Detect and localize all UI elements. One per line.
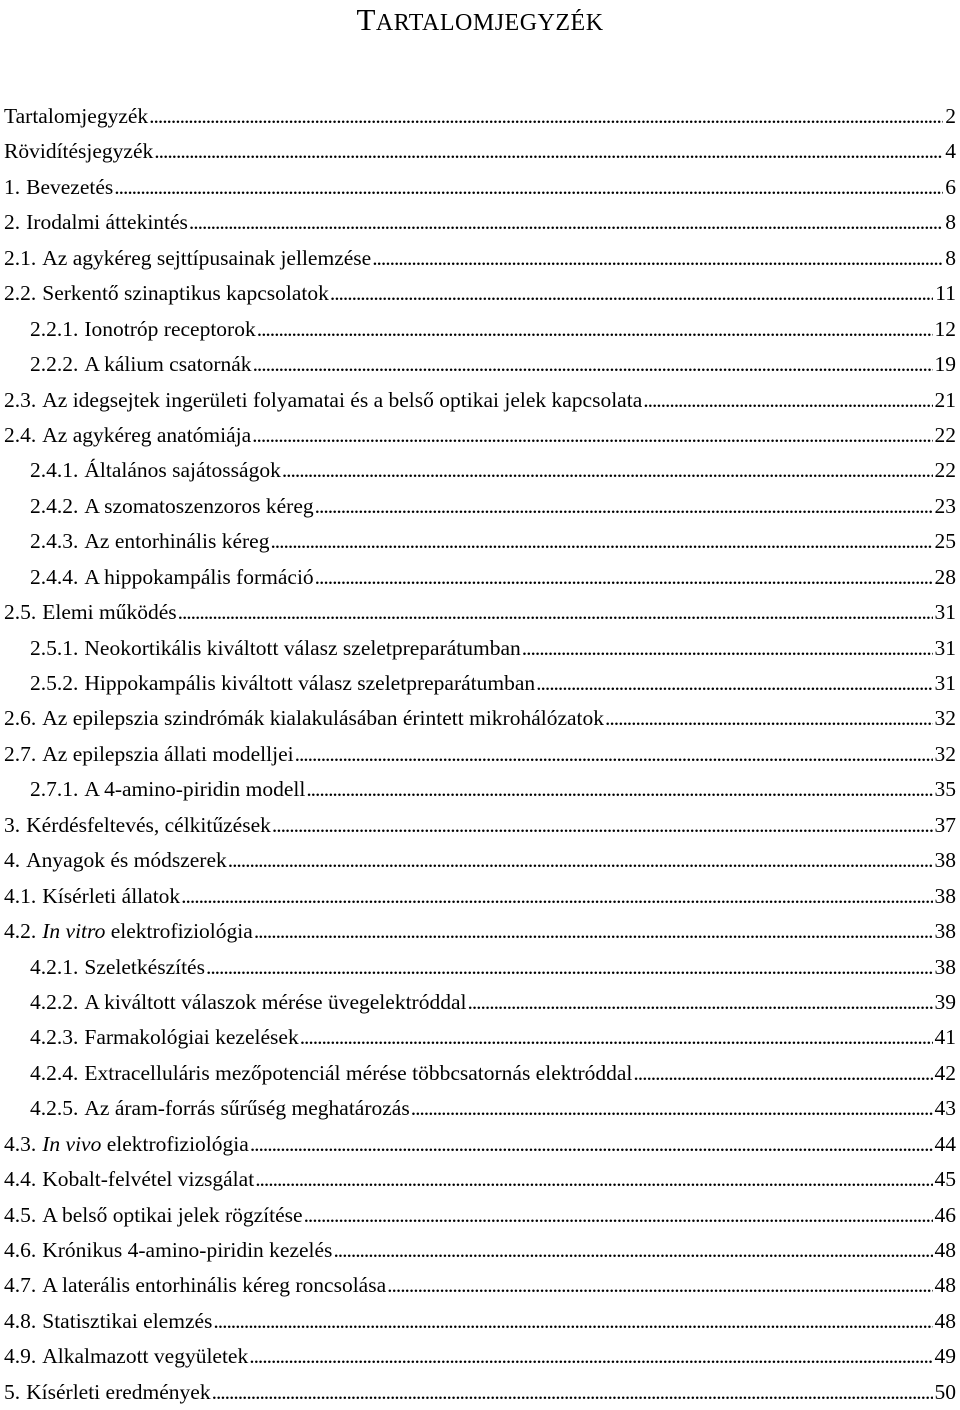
- toc-entry-title-text: Szeletkészítés: [84, 954, 205, 979]
- toc-entry-page: 35: [934, 777, 956, 802]
- toc-entry[interactable]: [4, 99, 956, 134]
- toc-entry-title-text: Irodalmi áttekintés: [26, 210, 188, 235]
- toc-entry-title-text: Farmakológiai kezelések: [84, 1025, 299, 1050]
- toc-leader-dots: [181, 879, 932, 914]
- toc-entry-number: 4.2.: [4, 919, 37, 944]
- toc-entry-title-text: Extracelluláris mezőpotenciál mérése többcsatornás elektróddal: [84, 1060, 633, 1085]
- toc-entry-number: 4.2.4.: [30, 1060, 79, 1085]
- toc-entry-page: 8: [945, 210, 956, 235]
- toc-entry-title-text: Az epilepszia állati modelljei: [42, 741, 294, 766]
- toc-leader-dots: [206, 950, 933, 985]
- toc-leader-dots: [633, 1056, 932, 1091]
- toc-entry-title: [84, 1091, 409, 1126]
- toc-leader-dots: [643, 383, 932, 418]
- toc-entry-page: 32: [934, 741, 956, 766]
- toc-entry[interactable]: [4, 312, 956, 347]
- toc-entry-number: 4.3.: [4, 1131, 37, 1156]
- toc-entry-title: [26, 808, 271, 843]
- toc-entry-page: 23: [934, 493, 956, 518]
- toc-leader-dots: [272, 808, 933, 843]
- toc-entry-title-text: Elemi működés: [42, 600, 177, 625]
- toc-entry-page: 50: [934, 1379, 956, 1404]
- toc-entry[interactable]: [4, 808, 956, 843]
- toc-entry-title: [42, 1304, 212, 1339]
- toc-leader-dots: [306, 772, 932, 807]
- toc-entry-page: 6: [945, 174, 956, 199]
- toc-entry-page: 39: [934, 989, 956, 1014]
- toc-entry-number: 2.5.: [4, 600, 37, 625]
- toc-entry-title: [42, 879, 180, 914]
- toc-entry[interactable]: [4, 1233, 956, 1268]
- toc-entry-title-text: Az agykéreg sejttípusainak jellemzése: [42, 245, 372, 270]
- toc-entry-number: 4.8.: [4, 1308, 37, 1333]
- toc-leader-dots: [330, 276, 933, 311]
- toc-entry-page: 31: [934, 600, 956, 625]
- toc-entry-title: [4, 99, 148, 134]
- toc-entry-title-text: elektrofiziológia: [105, 919, 253, 944]
- toc-entry[interactable]: [4, 1339, 956, 1374]
- toc-entry[interactable]: [4, 701, 956, 736]
- toc-entry-number: 4.2.1.: [30, 954, 79, 979]
- toc-entry-number: 4.2.5.: [30, 1096, 79, 1121]
- toc-leader-dots: [249, 1339, 932, 1374]
- toc-entry[interactable]: [4, 1162, 956, 1197]
- toc-entry-title: [42, 737, 293, 772]
- toc-entry-title: [42, 418, 251, 453]
- toc-entry-page: 31: [934, 671, 956, 695]
- toc-entry-title-italic: In vivo: [42, 1131, 102, 1156]
- toc-entry-number: 2.4.2.: [30, 493, 79, 518]
- toc-leader-dots: [213, 1304, 932, 1339]
- toc-entry-title-text: Kobalt-felvétel vizsgálat: [42, 1167, 255, 1192]
- toc-entry[interactable]: [4, 1268, 956, 1303]
- toc-entry-title-text: Rövidítésjegyzék: [4, 139, 154, 164]
- toc-entry-title: [84, 950, 205, 985]
- toc-leader-dots: [114, 170, 943, 205]
- toc-entry-page: 31: [934, 635, 956, 660]
- toc-entry-title: [26, 1375, 210, 1410]
- toc-entry-title: [84, 631, 520, 666]
- toc-entry-title-text: Tartalomjegyzék: [4, 104, 149, 128]
- toc-entry[interactable]: [4, 1056, 956, 1091]
- toc-entry-title: [84, 347, 251, 382]
- toc-entry-title: [84, 772, 305, 807]
- toc-leader-dots: [372, 241, 943, 276]
- toc-leader-dots: [295, 737, 933, 772]
- toc-entry-page: 22: [934, 422, 956, 447]
- toc-entry-page: 37: [934, 812, 956, 837]
- toc-entry-number: 3.: [4, 812, 21, 837]
- toc-entry-title: [42, 1268, 386, 1303]
- toc-entry[interactable]: [4, 489, 956, 524]
- toc-leader-dots: [536, 666, 932, 701]
- toc-entry-title-text: Serkentő szinaptikus kapcsolatok: [42, 281, 329, 306]
- toc-entry[interactable]: [4, 134, 956, 169]
- toc-entry-title: [84, 489, 313, 524]
- toc-leader-dots: [282, 453, 933, 488]
- toc-entry-page: 2: [945, 104, 956, 128]
- toc-leader-dots: [315, 560, 933, 595]
- toc-entry-title-text: Kérdésfeltevés, célkitűzések: [26, 812, 271, 837]
- toc-entry-title-text: Anyagok és módszerek: [26, 848, 227, 873]
- toc-leader-dots: [304, 1198, 933, 1233]
- toc-leader-dots: [212, 1375, 933, 1410]
- toc-entry-number: 2.3.: [4, 387, 37, 412]
- toc-leader-dots: [189, 205, 943, 240]
- toc-entry[interactable]: [4, 1198, 956, 1233]
- toc-entry-number: 4.9.: [4, 1344, 37, 1369]
- toc-leader-dots: [257, 312, 933, 347]
- toc-entry[interactable]: [4, 737, 956, 772]
- toc-entry-number: 2.2.: [4, 281, 37, 306]
- toc-entry-number: 4.1.: [4, 883, 37, 908]
- toc-leader-dots: [467, 985, 932, 1020]
- toc-entry-page: 8: [945, 245, 956, 270]
- toc-entry[interactable]: [4, 1091, 956, 1126]
- toc-entry-title-text: Neokortikális kiváltott válasz szeletpreparátumban: [84, 635, 521, 660]
- toc-entry-number: 2.5.1.: [30, 635, 79, 660]
- toc-entry-title: [4, 134, 153, 169]
- toc-entry-number: 4.: [4, 848, 21, 873]
- toc-entry[interactable]: [4, 631, 956, 666]
- toc-entry-title-text: Az agykéreg anatómiája: [42, 422, 252, 447]
- toc-entry-title-text: Az epilepszia szindrómák kialakulásában érintett mikrohálózatok: [42, 706, 605, 731]
- toc-entry-page: 32: [934, 706, 956, 731]
- toc-entry[interactable]: [4, 950, 956, 985]
- toc-entry-number: 4.5.: [4, 1202, 37, 1227]
- toc-entry-title-text: elektrofiziológia: [101, 1131, 249, 1156]
- toc-entry-page: 49: [934, 1344, 956, 1369]
- toc-entry-title-text: Ionotróp receptorok: [84, 316, 256, 341]
- toc-entry-page: 28: [934, 564, 956, 589]
- toc-entry[interactable]: [4, 560, 956, 595]
- toc-entry-title: [42, 276, 329, 311]
- toc-entry-title-text: Kísérleti eredmények: [26, 1379, 211, 1404]
- toc-entry-number: 4.2.2.: [30, 989, 79, 1014]
- toc-entry-page: 48: [934, 1273, 956, 1298]
- toc-entry-title-italic: In vitro: [42, 919, 106, 944]
- toc-entry[interactable]: [4, 347, 956, 382]
- toc-leader-dots: [228, 843, 933, 878]
- toc-entry[interactable]: [4, 843, 956, 878]
- toc-entry[interactable]: [4, 383, 956, 418]
- toc-entry-number: 2.6.: [4, 706, 37, 731]
- toc-entry-number: 2.5.2.: [30, 671, 79, 695]
- toc-entry-title: [42, 914, 253, 949]
- toc-entry-page: 48: [934, 1238, 956, 1262]
- toc-entry-number: 2.2.1.: [30, 316, 79, 341]
- toc-entry-title-text: Kísérleti állatok: [42, 883, 181, 908]
- toc-entry[interactable]: [4, 524, 956, 559]
- toc-entry-number: 2.2.2.: [30, 352, 79, 377]
- toc-entry-title: [84, 985, 466, 1020]
- toc-entry-title: [42, 595, 176, 630]
- toc-entry[interactable]: [4, 418, 956, 453]
- toc-entry-title-text: A kiváltott válaszok mérése üvegelektróddal: [84, 989, 467, 1014]
- toc-entry-page: 4: [945, 139, 956, 164]
- toc-leader-dots: [270, 524, 932, 559]
- toc-entry-title: [84, 560, 313, 595]
- toc-leader-dots: [387, 1268, 932, 1303]
- toc-entry-title: [42, 241, 371, 276]
- toc-entry-page: 41: [934, 1025, 956, 1050]
- toc-entry[interactable]: [4, 276, 956, 311]
- toc-leader-dots: [254, 914, 933, 949]
- toc-entry[interactable]: [4, 879, 956, 914]
- toc-entry-page: 21: [934, 387, 956, 412]
- toc-entry-number: 4.6.: [4, 1238, 37, 1262]
- toc-entry-number: 4.2.3.: [30, 1025, 79, 1050]
- toc-entry-title-text: Bevezetés: [26, 174, 114, 199]
- toc-entry-title-text: Az áram-forrás sűrűség meghatározás: [84, 1096, 410, 1121]
- toc-entry-page: 43: [934, 1096, 956, 1121]
- toc-entry-title: [26, 205, 188, 240]
- toc-entry[interactable]: [4, 666, 956, 701]
- toc-entry[interactable]: [4, 1375, 956, 1410]
- toc-entry-number: 2.: [4, 210, 21, 235]
- toc-leader-dots: [253, 347, 933, 382]
- toc-entry-page: 42: [934, 1060, 956, 1085]
- toc-entry[interactable]: [4, 453, 956, 488]
- toc-entry-page: 48: [934, 1308, 956, 1333]
- toc-leader-dots: [154, 134, 943, 169]
- toc-entry-number: 4.4.: [4, 1167, 37, 1192]
- toc-leader-dots: [300, 1020, 933, 1055]
- toc-entry[interactable]: [4, 595, 956, 630]
- table-of-contents: [4, 99, 956, 1410]
- toc-entry-title: [84, 312, 255, 347]
- toc-entry-number: 5.: [4, 1379, 21, 1404]
- toc-leader-dots: [252, 418, 932, 453]
- toc-entry-title-text: Statisztikai elemzés: [42, 1308, 213, 1333]
- toc-leader-dots: [605, 701, 932, 736]
- toc-entry-title-text: Általános sajátosságok: [84, 458, 281, 483]
- toc-leader-dots: [178, 595, 933, 630]
- toc-entry-title-text: Az idegsejtek ingerületi folyamatai és a belső optikai jelek kapcsolata: [42, 387, 643, 412]
- toc-entry-title: [42, 1233, 332, 1268]
- toc-entry-page: 38: [934, 848, 956, 873]
- toc-entry-title: [42, 1339, 248, 1374]
- toc-entry-number: 4.7.: [4, 1273, 37, 1298]
- toc-entry-title: [84, 524, 269, 559]
- toc-entry[interactable]: [4, 170, 956, 205]
- toc-entry-number: 2.7.: [4, 741, 37, 766]
- toc-entry-page: 46: [934, 1202, 956, 1227]
- toc-entry-title: [84, 453, 280, 488]
- page-title: TARTALOMJEGYZÉK: [356, 2, 604, 37]
- toc-entry-title: [42, 1127, 249, 1162]
- toc-entry[interactable]: [4, 985, 956, 1020]
- toc-leader-dots: [255, 1162, 932, 1197]
- toc-entry[interactable]: [4, 1127, 956, 1162]
- toc-entry-title: [84, 666, 535, 701]
- toc-leader-dots: [315, 489, 933, 524]
- toc-entry-number: 1.: [4, 174, 21, 199]
- toc-entry-number: 2.4.: [4, 422, 37, 447]
- toc-entry-title: [84, 1056, 632, 1091]
- toc-leader-dots: [149, 99, 943, 134]
- toc-entry-number: 2.4.3.: [30, 529, 79, 554]
- toc-entry-title: [42, 383, 642, 418]
- toc-entry-title: [42, 701, 604, 736]
- toc-entry-page: 38: [934, 883, 956, 908]
- toc-entry-number: 2.4.4.: [30, 564, 79, 589]
- toc-entry-title-text: A laterális entorhinális kéreg roncsolása: [42, 1273, 387, 1298]
- toc-entry-title-text: A kálium csatornák: [84, 352, 252, 377]
- toc-entry[interactable]: [4, 205, 956, 240]
- toc-entry-number: 2.1.: [4, 245, 37, 270]
- toc-entry-title: [84, 1020, 298, 1055]
- toc-entry-title-text: Az entorhinális kéreg: [84, 529, 270, 554]
- toc-entry-page: 12: [934, 316, 956, 341]
- toc-entry-title-text: A 4-amino-piridin modell: [84, 777, 306, 802]
- toc-entry-number: 2.7.1.: [30, 777, 79, 802]
- toc-entry-title: [42, 1198, 302, 1233]
- toc-entry-title-text: Krónikus 4-amino-piridin kezelés: [42, 1238, 333, 1262]
- toc-entry-page: 38: [934, 919, 956, 944]
- toc-entry-page: 11: [935, 281, 956, 306]
- toc-leader-dots: [411, 1091, 933, 1126]
- toc-entry-page: 22: [934, 458, 956, 483]
- toc-entry-title-text: A belső optikai jelek rögzítése: [42, 1202, 303, 1227]
- toc-entry-title-text: A hippokampális formáció: [84, 564, 314, 589]
- toc-entry-page: 19: [934, 352, 956, 377]
- toc-entry[interactable]: [4, 1304, 956, 1339]
- toc-entry-title: [26, 170, 113, 205]
- toc-leader-dots: [522, 631, 933, 666]
- toc-entry[interactable]: [4, 914, 956, 949]
- toc-entry[interactable]: [4, 1020, 956, 1055]
- toc-leader-dots: [250, 1127, 933, 1162]
- toc-entry-page: 38: [934, 954, 956, 979]
- toc-entry-page: 45: [934, 1167, 956, 1192]
- toc-entry-title-text: Hippokampális kiváltott válasz szeletpreparátumban: [84, 671, 536, 695]
- toc-entry-page: 44: [934, 1131, 956, 1156]
- toc-entry-title-text: A szomatoszenzoros kéreg: [84, 493, 314, 518]
- toc-leader-dots: [333, 1233, 932, 1268]
- toc-entry-title-text: Alkalmazott vegyületek: [42, 1344, 249, 1369]
- toc-entry[interactable]: [4, 241, 956, 276]
- toc-entry-title: [26, 843, 227, 878]
- toc-entry-title: [42, 1162, 254, 1197]
- toc-entry[interactable]: [4, 772, 956, 807]
- toc-entry-number: 2.4.1.: [30, 458, 79, 483]
- toc-entry-page: 25: [934, 529, 956, 554]
